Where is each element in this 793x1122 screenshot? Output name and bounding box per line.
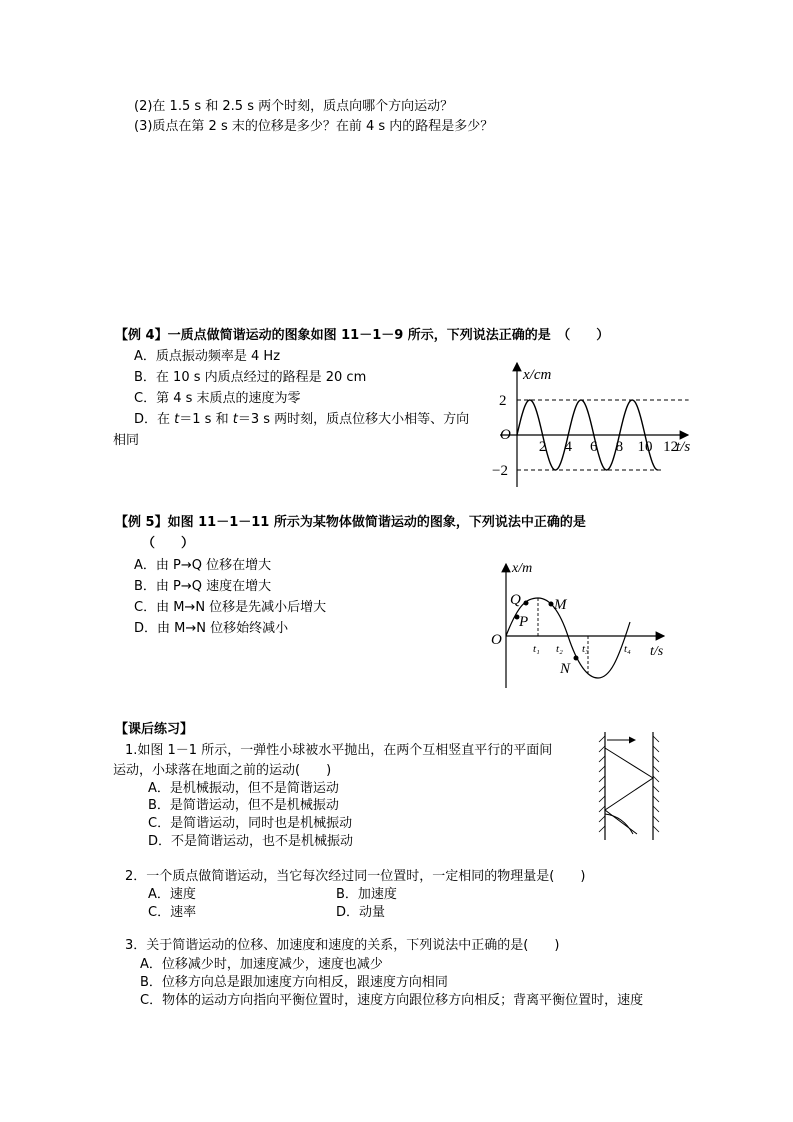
homework-q1-option-d: D．不是简谐运动，也不是机械振动 — [148, 834, 354, 849]
y-axis-label: x/m — [512, 561, 533, 576]
homework-q3-option-a: A．位移减少时，加速度减少，速度也减少 — [140, 957, 383, 972]
point-n — [574, 656, 579, 661]
tick-t3: t₃ — [582, 643, 589, 655]
x-tick-label: 4 — [564, 439, 572, 455]
question-3-text: (3)质点在第 2 s 末的位移是多少？在前 4 s 内的路程是多少？ — [134, 119, 494, 134]
example-5-sine-graph — [488, 560, 678, 690]
x-tick-label: 6 — [590, 439, 598, 455]
origin-label: O — [491, 632, 502, 648]
tick-t4: t₄ — [624, 643, 631, 655]
example-5-option-b: B．由 P→Q 速度在增大 — [134, 579, 272, 594]
homework-q3-option-c: C．物体的运动方向指向平衡位置时，速度方向跟位移方向相反；背离平衡位置时，速度 — [140, 993, 644, 1008]
x-tick-label: 12 — [663, 439, 679, 455]
right-wall-hatching — [653, 736, 659, 832]
homework-title: 【课后练习】 — [115, 722, 194, 737]
y-tick-label: −2 — [492, 463, 508, 479]
x-tick-label: 10 — [637, 439, 653, 455]
label-n: N — [560, 661, 571, 677]
homework-q2-option-b: B．加速度 — [336, 887, 397, 902]
tick-t1: t₁ — [533, 643, 540, 655]
homework-q2-text: 2．一个质点做简谐运动，当它每次经过同一位置时，一定相同的物理量是( ) — [125, 869, 586, 884]
ball-trajectory — [605, 748, 653, 834]
point-m — [549, 602, 554, 607]
example-4-sine-graph — [490, 355, 705, 495]
homework-q2-option-d: D．动量 — [336, 905, 386, 920]
ball-trajectory-end — [605, 814, 633, 834]
point-q — [524, 601, 529, 606]
example-4-option-c: C．第 4 s 末质点的速度为零 — [134, 391, 301, 406]
label-q: Q — [510, 592, 521, 608]
example-4-title: 【例 4】一质点做简谐运动的图象如图 11－1－9 所示，下列说法正确的是 （ ） — [115, 328, 610, 343]
example-4-option-d-continued: 相同 — [113, 433, 140, 448]
homework-q2-option-a: A．速度 — [148, 887, 196, 902]
example-5-option-d: D．由 M→N 位移始终减小 — [134, 621, 289, 636]
homework-q1-option-b: B．是简谐运动，但不是机械振动 — [148, 798, 339, 813]
example-5-option-c: C．由 M→N 位移是先减小后增大 — [134, 600, 327, 615]
homework-q3-text: 3．关于简谐运动的位移、加速度和速度的关系，下列说法中正确的是( ) — [125, 938, 560, 953]
label-m: M — [554, 597, 567, 613]
homework-q3-option-b: B．位移方向总是跟加速度方向相反，跟速度方向相同 — [140, 975, 448, 990]
homework-q1-option-c: C．是简谐运动，同时也是机械振动 — [148, 816, 353, 831]
x-tick-label: 8 — [615, 439, 624, 455]
example-4-option-b: B．在 10 s 内质点经过的路程是 20 cm — [134, 370, 367, 385]
example-5-option-a: A．由 P→Q 位移在增大 — [134, 558, 272, 573]
origin-label: O — [500, 427, 511, 443]
y-axis-label: x/cm — [523, 367, 552, 383]
example-4-option-d: D．在 t＝1 s 和 t＝3 s 两时刻，质点位移大小相等、方向 — [134, 412, 470, 427]
tick-t2: t₂ — [556, 643, 563, 655]
example-5-answer-paren: （ ） — [142, 536, 195, 551]
question-2-text: (2)在 1.5 s 和 2.5 s 两个时刻，质点向哪个方向运动？ — [134, 99, 454, 114]
x-axis-label: t/s — [650, 644, 664, 659]
label-p: P — [519, 614, 529, 630]
x-tick-label: 2 — [538, 439, 547, 455]
y-tick-label: 2 — [499, 393, 507, 409]
left-wall-hatching — [599, 736, 605, 832]
homework-q1-line1: 1.如图 1－1 所示，一弹性小球被水平抛出，在两个互相竖直平行的平面间 — [125, 743, 553, 758]
homework-q1-option-a: A．是机械振动，但不是简谐运动 — [148, 781, 339, 796]
example-5-title: 【例 5】如图 11－1－11 所示为某物体做简谐运动的图象，下列说法中正确的是 — [115, 515, 586, 530]
homework-q1-line2: 运动，小球落在地面之前的运动( ) — [113, 763, 332, 778]
x-axis-label: t/s — [676, 439, 691, 455]
homework-q2-option-c: C．速率 — [148, 905, 197, 920]
example-4-option-a: A．质点振动频率是 4 Hz — [134, 349, 281, 364]
bouncing-ball-figure — [597, 730, 667, 842]
